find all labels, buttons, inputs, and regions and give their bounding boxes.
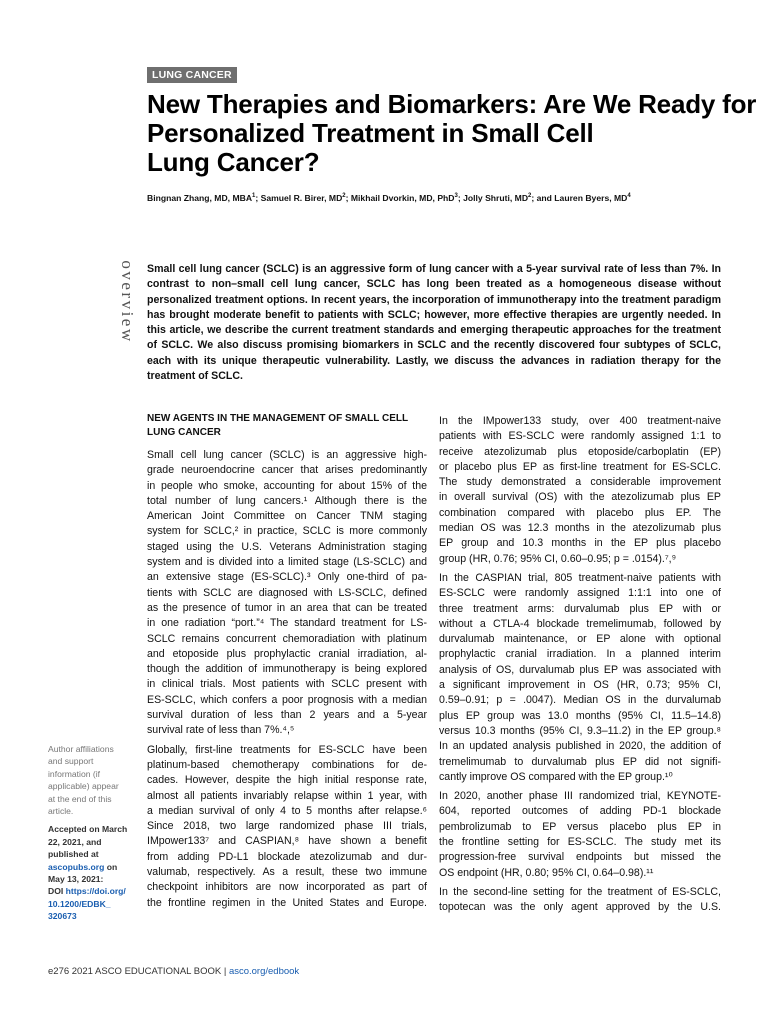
note-line: applicable) appear <box>48 781 119 792</box>
text-line: survival duration of less than 2 years and a 5-year <box>147 709 427 722</box>
doi-link[interactable]: 10.1200/EDBK_ <box>48 898 111 909</box>
text-line: system for SCLC,² in practice, SCLC is more commonly <box>147 525 427 538</box>
text-line: valumab, respectively. As a result, these two immune <box>147 866 427 879</box>
author-name: ; Samuel R. Birer, MD <box>255 193 343 203</box>
paragraph <box>439 885 721 916</box>
text-line: cantly improve OS compared with the EP group.¹⁰ <box>439 770 673 783</box>
text-line: American Joint Committee on Cancer TNM staging <box>147 510 427 523</box>
note-line: at the end of this <box>48 793 112 804</box>
paragraph <box>439 414 721 567</box>
text-line: in people who smoke, accounting for about 15% of the <box>147 479 427 492</box>
text-line: Since 2018, two large randomized phase III trials, <box>147 820 427 833</box>
text-line: the frontline regimen in the United States and Europe. <box>147 896 427 909</box>
text-line: patients with ES-SCLC were randomly assigned 1:1 to <box>439 430 721 443</box>
text-line: In 2020, another phase III randomized trial, KEYNOTE- <box>439 790 721 803</box>
text-line: checkpoint inhibitors are now incorporated as part of <box>147 881 427 894</box>
footer-separator: | <box>221 966 229 977</box>
affiliation-note <box>48 743 140 817</box>
text-line: prophylactic cranial irradiation. In a planned interim <box>439 648 721 661</box>
text-line: an extensive stage (ES-SCLC).³ Only one-third of pa- <box>147 571 427 584</box>
author-name: Bingnan Zhang, MD, MBA <box>147 193 253 203</box>
section-tag: LUNG CANCER <box>147 67 237 83</box>
heading-line: NEW AGENTS IN THE MANAGEMENT OF SMALL CELL <box>147 413 409 424</box>
text-line: topotecan was the only agent approved by the U.S. <box>439 901 721 914</box>
text-line: in clinical trials. Most patients with SCLC present with <box>147 678 427 691</box>
author-list <box>147 193 747 203</box>
overview-label-text: overview <box>118 260 137 344</box>
text-line: almost all patients invariably relapse within 1 year, with <box>147 789 427 802</box>
author-name: ; and Lauren Byers, MD <box>531 193 628 203</box>
heading-line: LUNG CANCER <box>147 427 221 438</box>
affiliation-marker: 3 <box>454 193 458 200</box>
doi-link[interactable]: https://doi.org/ <box>65 886 126 897</box>
author-name: ; Jolly Shruti, MD <box>457 193 529 203</box>
note-text: on <box>104 861 118 872</box>
text-line: system and is divided into a limited stage (LS-SCLC) and <box>147 556 427 569</box>
margin-notes <box>48 743 140 923</box>
note-line: 22, 2021, and <box>48 836 102 847</box>
text-line: three treatment arms: durvalumab plus EP with or <box>439 602 721 615</box>
note-line <box>48 861 140 873</box>
text-line: pembrolizumab to EP versus placebo plus EP in <box>439 820 721 833</box>
text-line: total number of lung cancers.¹ Although there is the <box>147 494 427 507</box>
text-line: Globally, first-line treatments for ES-SCLC have been <box>147 743 427 756</box>
text-line: progression-free survival endpoints but missed the <box>439 851 721 864</box>
text-line: without a CTLA-4 blockade tremelimumab, followed by <box>439 617 721 630</box>
text-line: and etoposide plus prophylactic cranial irradiation, al- <box>147 647 427 660</box>
affiliation-marker: 2 <box>528 193 532 200</box>
text-line: analysis of OS, durvalumab plus EP was associated with <box>439 663 721 676</box>
paragraph <box>439 571 721 785</box>
text-line: the frontline setting for ES-SCLC. The study met its <box>439 836 721 849</box>
text-line: though the addition of immunotherapy is being explored <box>147 663 427 676</box>
text-line: grade neuroendocrine cancer that arises predominantly <box>147 464 427 477</box>
text-line: In an updated analysis published in 2020, the addition of <box>439 740 721 753</box>
text-line: OS endpoint (HR, 0.80; 95% CI, 0.64–0.98).¹¹ <box>439 866 654 879</box>
text-line: receive atezolizumab plus etoposide/carboplatin (EP) <box>439 445 721 458</box>
text-line: ES-SCLC, which confers a poor prognosis with a median <box>147 693 427 706</box>
text-line: versus 10.3 months (95% CI, 9.3–11.2) in the EP group.⁸ <box>439 724 721 737</box>
title-line-2: Personalized Treatment in Small Cell <box>147 118 594 148</box>
text-line: In the IMpower133 study, over 400 treatment-naive <box>439 415 721 427</box>
footer-page-info: e276 2021 ASCO EDUCATIONAL BOOK <box>48 966 222 977</box>
paragraph <box>147 448 427 739</box>
publication-note <box>48 823 140 922</box>
text-line: staged using the U.S. Veterans Administration staging <box>147 540 427 553</box>
text-line: IMpower133⁷ and CASPIAN,⁸ have shown a benefit <box>147 835 427 848</box>
text-line: group (HR, 0.76; 95% CI, 0.60–0.95; p = .0154).⁷,⁹ <box>439 552 677 565</box>
paragraph <box>439 789 721 881</box>
text-line: plus EP group was 13.0 months (95% CI, 11.5–14.8) <box>439 709 721 722</box>
text-line: platinum-based chemotherapy combinations for de- <box>147 758 427 771</box>
affiliation-marker: 2 <box>342 193 346 200</box>
note-line: Accepted on March <box>48 824 128 835</box>
note-line: published at <box>48 849 99 860</box>
title-line-3: Lung Cancer? <box>147 147 320 177</box>
title-line-1: New Therapies and Biomarkers: Are We Ready for <box>147 89 757 119</box>
text-line: a median survival of only 4 to 5 months after relapse.⁶ <box>147 804 427 817</box>
doi-label: DOI <box>48 886 66 897</box>
body-column-left <box>147 412 427 915</box>
ascopubs-link[interactable]: ascopubs.org <box>48 861 105 872</box>
affiliation-marker: 1 <box>252 193 256 200</box>
author-name: ; Mikhail Dvorkin, MD, PhD <box>345 193 455 203</box>
text-line: Small cell lung cancer (SCLC) is an aggressive high- <box>147 449 427 461</box>
note-line: Author affiliations <box>48 744 114 754</box>
text-line: in overall survival (OS) with the atezolizumab plus EP <box>439 491 721 504</box>
text-line: tremelimumab to durvalumab plus EP did not signifi- <box>439 755 721 768</box>
note-line: May 13, 2021: <box>48 874 104 885</box>
text-line: a significant improvement in OS (HR, 0.73; 95% CI, <box>439 679 721 692</box>
page-footer <box>48 966 299 977</box>
note-line: information (if <box>48 768 101 779</box>
overview-side-label <box>117 252 137 352</box>
text-line: combination compared with placebo plus EP. The <box>439 506 721 519</box>
text-line: In the CASPIAN trial, 805 treatment-naive patients with <box>439 571 721 584</box>
text-line: as the presence of tumor in an area that can be treated <box>147 601 427 614</box>
text-line: median OS was 12.3 months in the atezolizumab plus <box>439 522 721 535</box>
text-line: 0.59–0.91; p = .0047). Median OS in the durvalumab <box>439 694 721 707</box>
edbook-link[interactable]: asco.org/edbook <box>228 966 300 977</box>
text-line: survival rate of less than 7%.⁴,⁵ <box>147 724 295 737</box>
doi-link[interactable]: 320673 <box>48 911 77 922</box>
body-column-right <box>439 414 721 920</box>
text-line: tients with SCLC are diagnosed with LS-SCLC, defined <box>147 586 427 599</box>
text-line: from adding PD-L1 blockade atezolizumab and dur- <box>147 850 427 863</box>
text-line: ES-SCLC were randomly assigned 1:1:1 into one of <box>439 587 721 600</box>
abstract: Small cell lung cancer (SCLC) is an aggressive form of lung cancer with a 5-year survival rate of less than 7%. In contrast to non–small cell lung cancer, SCLC has long been treated as a homogeneous disease without personalized treatment options. In recent years, the incorporation of immunotherapy into the treatment paradigm has brought moderate benefit to patients with SCLC; however, more effective therapies are urgently needed. In this article, we describe the current treatment standards and emerging therapeutic approaches for the treatment of SCLC. We also discuss promising biomarkers in SCLC and the recently discovered four subtypes of SCLC, each with its unique therapeutic vulnerability. Lastly, we discuss the advances in radiation therapy for the treatment of SCLC. <box>147 263 721 383</box>
text-line: SCLC remains concurrent chemoradiation with platinum <box>147 632 427 645</box>
text-line: cades. However, despite the high initial response rate, <box>147 774 427 787</box>
note-line: and support <box>48 756 94 767</box>
text-line: in one radiation “port.”⁴ The standard treatment for LS- <box>147 617 427 630</box>
section-heading <box>147 412 427 440</box>
article-title <box>147 90 767 177</box>
text-line: In the second-line setting for the treatment of ES-SCLC, <box>439 885 721 898</box>
note-line: article. <box>48 806 74 817</box>
affiliation-marker: 4 <box>627 193 631 200</box>
text-line: or placebo plus EP as first-line treatment for ES-SCLC. <box>439 460 721 473</box>
text-line: EP group and 10.3 months in the EP plus placebo <box>439 537 721 550</box>
text-line: durvalumab maintenance, or EP alone with optional <box>439 633 721 646</box>
text-line: The study demonstrated a considerable improvement <box>439 476 721 489</box>
paragraph <box>147 743 427 911</box>
text-line: 604, reported outcomes of adding PD-1 blockade <box>439 805 721 818</box>
note-line <box>48 885 140 897</box>
